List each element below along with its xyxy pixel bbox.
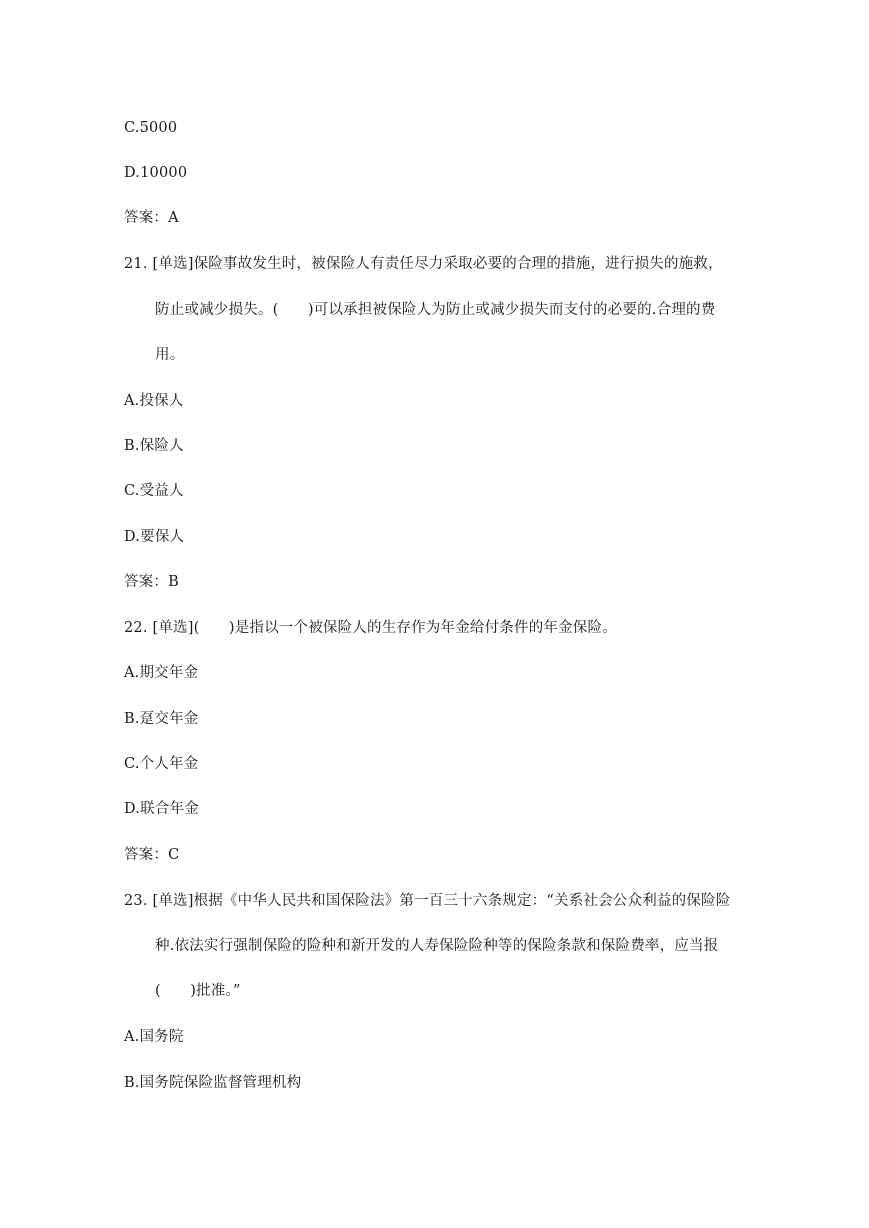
q21-option-b: B.保险人 bbox=[124, 438, 184, 454]
q21-answer: 答案：B bbox=[124, 574, 179, 590]
q20-option-c: C.5000 bbox=[124, 120, 178, 136]
q20-option-d: D.10000 bbox=[124, 165, 188, 181]
q22-option-d: D.联合年金 bbox=[124, 801, 199, 817]
q22-answer: 答案：C bbox=[124, 847, 180, 863]
q21-option-a: A.投保人 bbox=[124, 393, 184, 409]
q23-option-a: A.国务院 bbox=[124, 1029, 184, 1045]
q22-option-a: A.期交年金 bbox=[124, 665, 199, 681]
q21-text-line2: 防止或减少损失。( )可以承担被保险人为防止或减少损失而支付的必要的.合理的费 bbox=[155, 302, 716, 318]
q23-text-line3: ( )批准。” bbox=[155, 983, 241, 999]
q23-text-line1: 23. [单选]根据《中华人民共和国保险法》第一百三十六条规定：“关系社会公众利益的保险险 bbox=[124, 893, 731, 909]
q23-text-line2: 种.依法实行强制保险的险种和新开发的人寿保险险种等的保险条款和保险费率，应当报 bbox=[155, 938, 719, 954]
q22-text: 22. [单选]( )是指以一个被保险人的生存作为年金给付条件的年金保险。 bbox=[124, 620, 617, 636]
q21-text-line1: 21. [单选]保险事故发生时，被保险人有责任尽力采取必要的合理的措施，进行损失的施救， bbox=[124, 256, 723, 272]
q22-option-c: C.个人年金 bbox=[124, 756, 199, 772]
q20-answer: 答案：A bbox=[124, 210, 179, 226]
q22-option-b: B.趸交年金 bbox=[124, 711, 199, 727]
q21-option-d: D.要保人 bbox=[124, 529, 185, 545]
q23-option-b: B.国务院保险监督管理机构 bbox=[124, 1075, 302, 1091]
q21-text-line3: 用。 bbox=[155, 347, 185, 363]
q21-option-c: C.受益人 bbox=[124, 483, 184, 499]
